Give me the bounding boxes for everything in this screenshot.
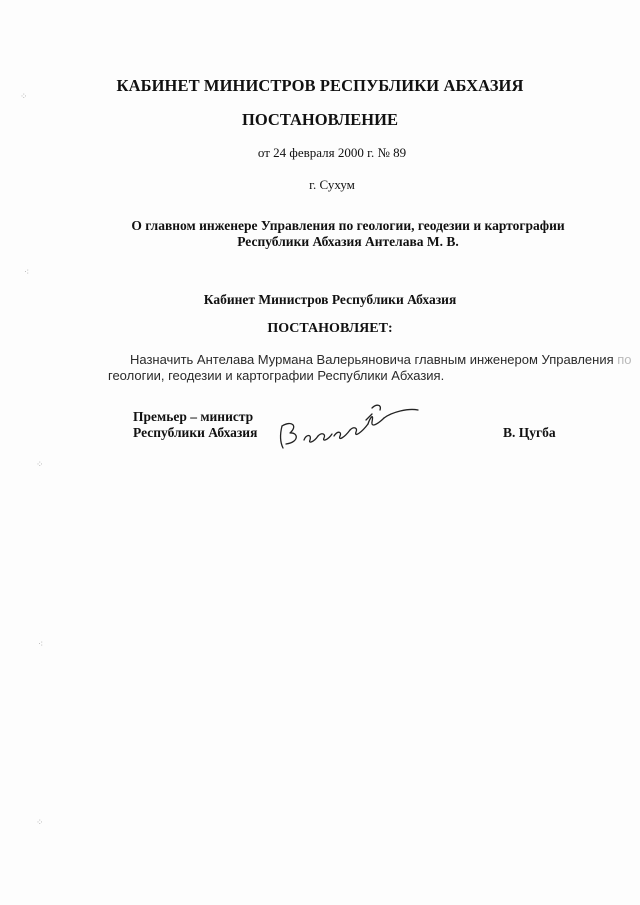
document-city: г. Сухум bbox=[309, 177, 355, 192]
handwritten-signature bbox=[268, 396, 428, 452]
signer-title-line-1: Премьер – министр bbox=[133, 409, 254, 424]
scan-speck: ⁖ bbox=[38, 640, 44, 650]
subject-line-1: О главном инженере Управления по геологии, геодезии и картографии bbox=[131, 218, 565, 233]
issuer-line: Кабинет Министров Республики Абхазия bbox=[203, 292, 457, 307]
decree-word: ПОСТАНОВЛЯЕТ: bbox=[267, 321, 393, 336]
subject-line-2: Республики Абхазия Антелава М. В. bbox=[237, 234, 459, 249]
signer-name: В. Цугба bbox=[503, 425, 556, 440]
scan-speck: ⁘ bbox=[20, 92, 28, 102]
signer-title-line-2: Республики Абхазия bbox=[133, 425, 258, 440]
scan-speck: ⁘ bbox=[36, 460, 44, 470]
document-date-number: от 24 февраля 2000 г. № 89 bbox=[257, 145, 407, 160]
scan-speck: ⁖ bbox=[24, 268, 30, 278]
signer-title bbox=[133, 409, 257, 441]
body-line-1 bbox=[108, 352, 632, 368]
decree-body bbox=[108, 352, 632, 384]
body-line-2: геологии, геодезии и картографии Республики Абхазия. bbox=[108, 368, 445, 383]
body-line-1-faded: по bbox=[617, 352, 632, 367]
organization-title: КАБИНЕТ МИНИСТРОВ РЕСПУБЛИКИ АБХАЗИЯ bbox=[116, 76, 524, 95]
document-type-heading: ПОСТАНОВЛЕНИЕ bbox=[242, 110, 398, 129]
document-subject bbox=[28, 218, 640, 250]
body-line-1-main: Назначить Антелава Мурмана Валерьяновича главным инженером Управления bbox=[130, 352, 618, 367]
scan-speck: ⁘ bbox=[36, 818, 44, 828]
